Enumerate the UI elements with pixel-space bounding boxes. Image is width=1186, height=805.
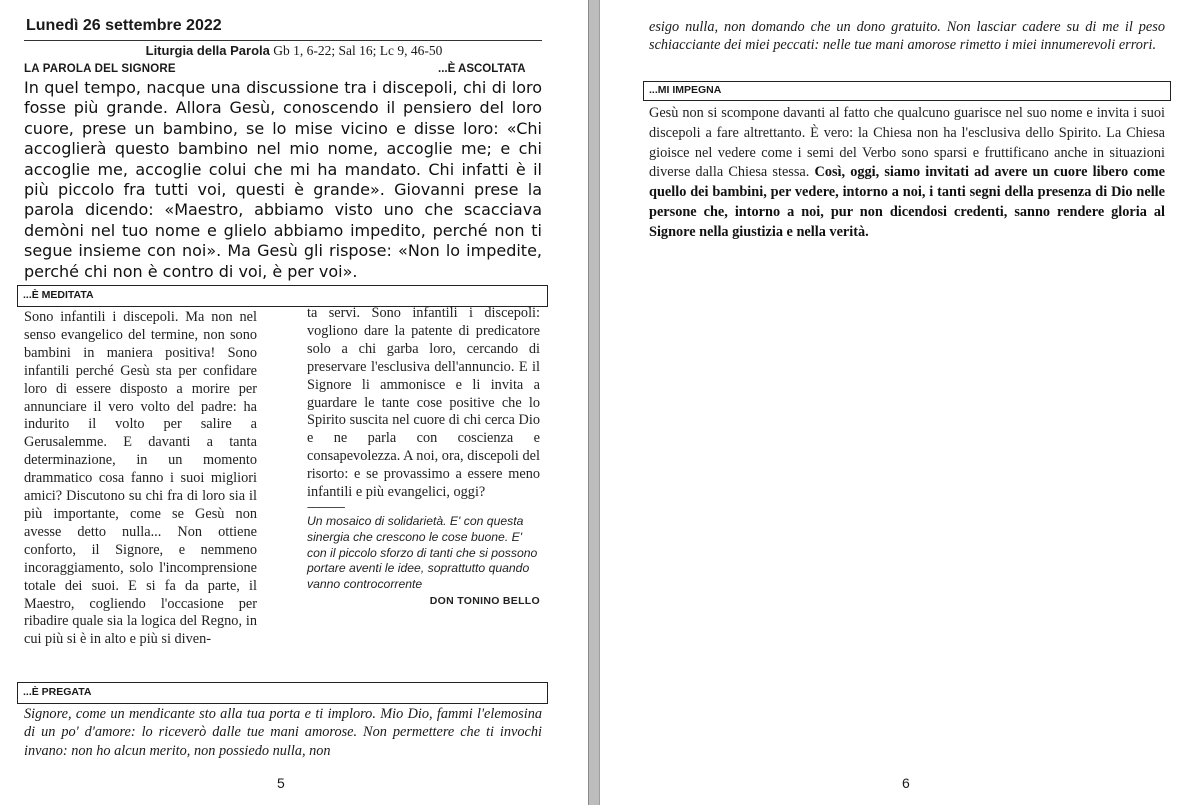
gospel-reading	[24, 78, 542, 282]
page-number-right: 6	[902, 775, 910, 791]
meditation-column-right	[307, 305, 540, 611]
pregata-heading-box	[17, 682, 548, 704]
impegno-paragraph	[649, 104, 1165, 243]
quote-text: Un mosaico di solidarietà. E' con questa sinergia che crescono le cose buone. E' con il piccolo sforzo di tanti che si possono portare aventi le idee, soprattutto quando vanno controcorrente	[307, 513, 538, 592]
page-gutter	[588, 0, 600, 805]
impegno-bold-text: Così, oggi, siamo invitati ad avere un cuore libero come quello dei bambini, per vedere, intorno a noi, i tanti segni della presenza di Dio nelle persone che, intorno a noi, pur non dicendosi credenti, sanno rendere gloria al Signore nella giustizia e nella verità.	[649, 164, 1165, 240]
prayer-text-1: Signore, come un mendicante sto alla tua porta e ti imploro. Mio Dio, fammi l'elemosina di un po' d'amore: lo riceverò dalle tue mani amorose. Non permettere che ti invochi invano: non ho alcun merito, non possiedo nulla, non	[24, 706, 542, 759]
meditata-heading-box	[17, 285, 548, 307]
impegno-text: Gesù non si scompone davanti al fatto che qualcuno guarisce nel suo nome e invita i suoi discepoli a fare altrettanto. È vero: la Chiesa non ha l'esclusiva dello Spirito. La Chiesa gioisce nel vedere come i semi del Verbo sono sparsi e fruttificano anche in situazioni diverse dalla Chiesa stessa.	[649, 105, 1165, 181]
impegna-heading-box	[643, 81, 1171, 101]
prayer-left	[24, 705, 542, 760]
prayer-text-2: esigo nulla, non domando che un dono gratuito. Non lasciar cadere su di me il peso schiacciante dei miei peccati: nelle tue mani amorose rimetto i miei innumerevoli errori.	[649, 19, 1165, 54]
ascoltata-heading: ...È ASCOLTATA	[438, 63, 526, 75]
liturgia-line	[0, 43, 588, 59]
parola-heading: LA PAROLA DEL SIGNORE	[24, 63, 176, 75]
date-divider	[24, 40, 542, 41]
impegno-section	[649, 104, 1165, 243]
meditation-column-left	[24, 309, 257, 649]
meditation-text-2: ta servi. Sono infantili i discepoli: vogliono dare la patente di predicatore solo a chi garba loro, cercando di preservare l'esclusiva dell'annuncio. E il Signore li ammonisce e li invita a guardare le tante cose positive che lo Spirito suscita nel cuore di chi cerca Dio e ne parla con coscienza e consapevolezza. A noi, ora, discepoli del risorto: e se provassimo a essere meno infantili e più evangelici, oggi?	[307, 305, 540, 501]
liturgia-refs: Gb 1, 6-22; Sal 16; Lc 9, 46-50	[269, 43, 443, 58]
gospel-text: In quel tempo, nacque una discussione tra i discepoli, chi di loro fosse più grande. Allora Gesù, conoscendo il pensiero del loro cuore, prese un bambino, se lo mise vicino e disse loro: «Chi accoglierà questo bambino nel mio nome, accoglie me; e chi accoglie me, accoglie colui che mi ha mandato. Chi infatti è il più piccolo fra tutti voi, questi è grande». Giovanni prese la parola dicendo: «Maestro, abbiamo visto uno che scacciava demòni nel tuo nome e glielo abbiamo impedito, perché non ti segue insieme con noi». Ma Gesù gli rispose: «Non lo impedite, perché chi non è contro di voi, è per voi».	[24, 78, 542, 281]
prayer-right	[649, 18, 1165, 55]
pregata-heading: ...È PREGATA	[23, 686, 92, 698]
meditation-text-1: Sono infantili i discepoli. Ma non nel senso evangelico del termine, non sono bambini in maniera positiva! Sono infantili perché Gesù sta per confidare loro di essere disposto a morire per annunciare il vero volto del padre: ha indurito il volto per salire a Gerusalemme. E davanti a tanta determinazione, in un momento drammatico cosa fanno i suoi migliori amici? Discutono su chi fra di loro sia il più importante, come se Gesù non avesse detto nulla... Non ottiene conforto, il Signore, e nemmeno incoraggiamento, solo l'incomprensione totale dei suoi. E si fa da parte, il Maestro, cogliendo l'occasione per ribadire quale sia la logica del Regno, in cui più si è in alto e più si diven-	[24, 309, 257, 648]
impegna-heading: ...MI IMPEGNA	[649, 84, 722, 96]
liturgia-label: Liturgia della Parola	[145, 43, 270, 58]
meditata-heading: ...È MEDITATA	[23, 289, 94, 301]
quote-author: DON TONINO BELLO	[429, 594, 540, 607]
separator-line: ----------------	[307, 501, 345, 513]
page-number-left: 5	[277, 775, 285, 791]
left-page	[0, 0, 588, 805]
page-date: Lunedì 26 settembre 2022	[26, 17, 222, 34]
